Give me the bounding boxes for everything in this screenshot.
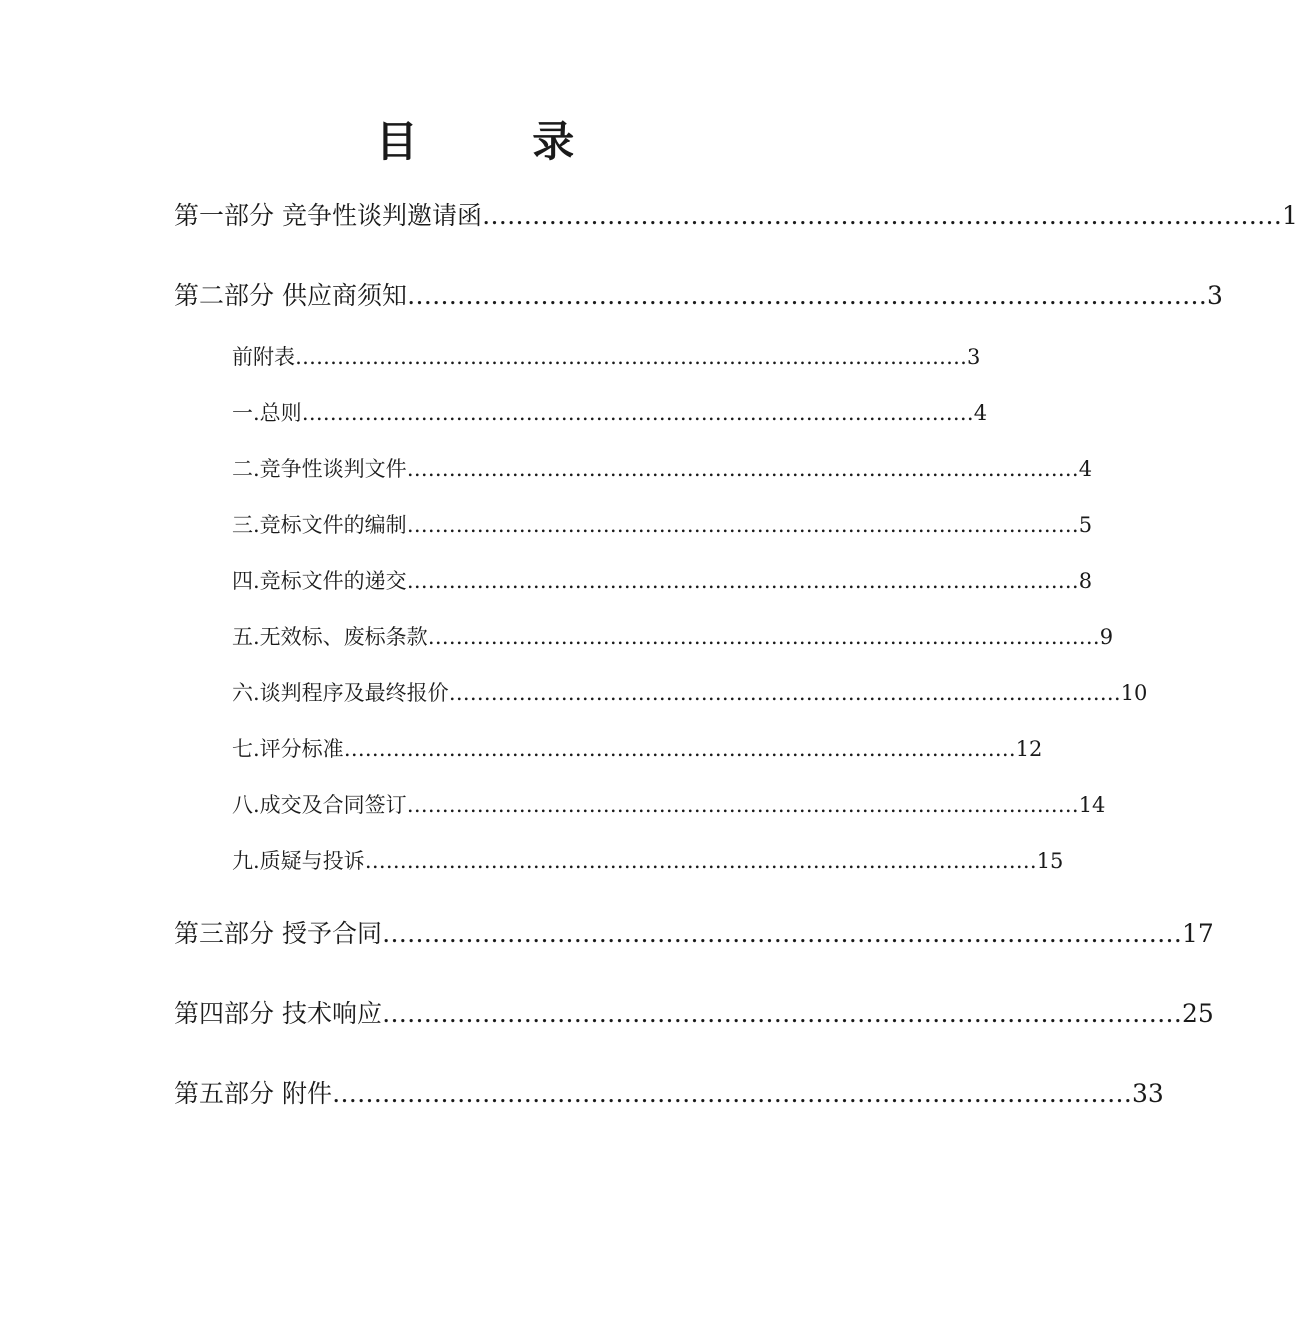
toc-page-number: 5 <box>1078 513 1093 537</box>
toc-entry-section-2[interactable] <box>232 455 1093 483</box>
page-title: 目 录 <box>375 117 625 166</box>
toc-entry-text: 九.质疑与投诉 <box>232 849 365 873</box>
dot-leader: …………………………………………………………………………………… <box>331 1079 1132 1108</box>
toc-entry-text: 七.评分标准 <box>232 737 344 761</box>
toc-entry-section-7[interactable] <box>232 735 1043 763</box>
toc-entry-text: 第二部分 供应商须知 <box>174 281 407 310</box>
toc-entry-front-table[interactable] <box>232 343 981 371</box>
toc-page-number: 8 <box>1078 569 1093 593</box>
toc-entry-part-3[interactable] <box>174 918 1214 950</box>
toc-page-number: 3 <box>1206 281 1223 310</box>
toc-entry-section-5[interactable] <box>232 623 1114 651</box>
toc-entry-section-8[interactable] <box>232 791 1106 819</box>
toc-page-number: 17 <box>1181 919 1214 948</box>
toc-page-number: 10 <box>1120 681 1148 705</box>
toc-page-number: 15 <box>1036 849 1064 873</box>
toc-entry-text: 第三部分 授予合同 <box>174 919 382 948</box>
toc-page-number: 3 <box>967 345 981 369</box>
toc-entry-section-4[interactable] <box>232 567 1093 595</box>
toc-entry-section-1[interactable] <box>232 399 988 427</box>
toc-page-number: 9 <box>1099 625 1114 649</box>
toc-page-number: 1 <box>1281 201 1298 230</box>
toc-entry-section-9[interactable] <box>232 847 1064 875</box>
toc-entry-text: 一.总则 <box>232 401 302 425</box>
toc-entry-text: 五.无效标、废标条款 <box>232 625 428 649</box>
toc-page-number: 14 <box>1078 793 1106 817</box>
toc-entry-text: 第一部分 竞争性谈判邀请函 <box>174 201 482 230</box>
toc-entry-part-4[interactable] <box>174 998 1214 1030</box>
toc-entry-part-5[interactable] <box>174 1078 1164 1110</box>
dot-leader: …………………………………………………………………………………… <box>301 401 974 425</box>
toc-entry-text: 八.成交及合同签订 <box>232 793 407 817</box>
toc-entry-text: 前附表 <box>232 345 295 369</box>
dot-leader: …………………………………………………………………………………… <box>481 201 1282 230</box>
dot-leader: …………………………………………………………………………………… <box>427 625 1100 649</box>
dot-leader: …………………………………………………………………………………… <box>295 345 967 369</box>
toc-page-number: 4 <box>1078 457 1093 481</box>
dot-leader: …………………………………………………………………………………… <box>381 999 1182 1028</box>
toc-entry-text: 三.竞标文件的编制 <box>232 513 407 537</box>
dot-leader: …………………………………………………………………………………… <box>406 281 1207 310</box>
toc-page-number: 4 <box>973 401 988 425</box>
toc-entry-section-6[interactable] <box>232 679 1148 707</box>
dot-leader: …………………………………………………………………………………… <box>406 793 1079 817</box>
dot-leader: …………………………………………………………………………………… <box>406 457 1079 481</box>
toc-entry-text: 第五部分 附件 <box>174 1079 332 1108</box>
toc-page-number: 33 <box>1131 1079 1164 1108</box>
dot-leader: …………………………………………………………………………………… <box>406 513 1079 537</box>
dot-leader: …………………………………………………………………………………… <box>343 737 1016 761</box>
toc-entry-text: 第四部分 技术响应 <box>174 999 382 1028</box>
dot-leader: …………………………………………………………………………………… <box>406 569 1079 593</box>
toc-entry-text: 六.谈判程序及最终报价 <box>232 681 449 705</box>
toc-page-number: 25 <box>1181 999 1214 1028</box>
dot-leader: …………………………………………………………………………………… <box>448 681 1121 705</box>
toc-entry-part-1[interactable] <box>174 200 1298 232</box>
toc-page-number: 12 <box>1015 737 1043 761</box>
toc-entry-part-2[interactable] <box>174 280 1223 312</box>
toc-entry-text: 四.竞标文件的递交 <box>232 569 407 593</box>
toc-entry-section-3[interactable] <box>232 511 1093 539</box>
dot-leader: …………………………………………………………………………………… <box>381 919 1182 948</box>
dot-leader: …………………………………………………………………………………… <box>364 849 1037 873</box>
toc-entry-text: 二.竞争性谈判文件 <box>232 457 407 481</box>
